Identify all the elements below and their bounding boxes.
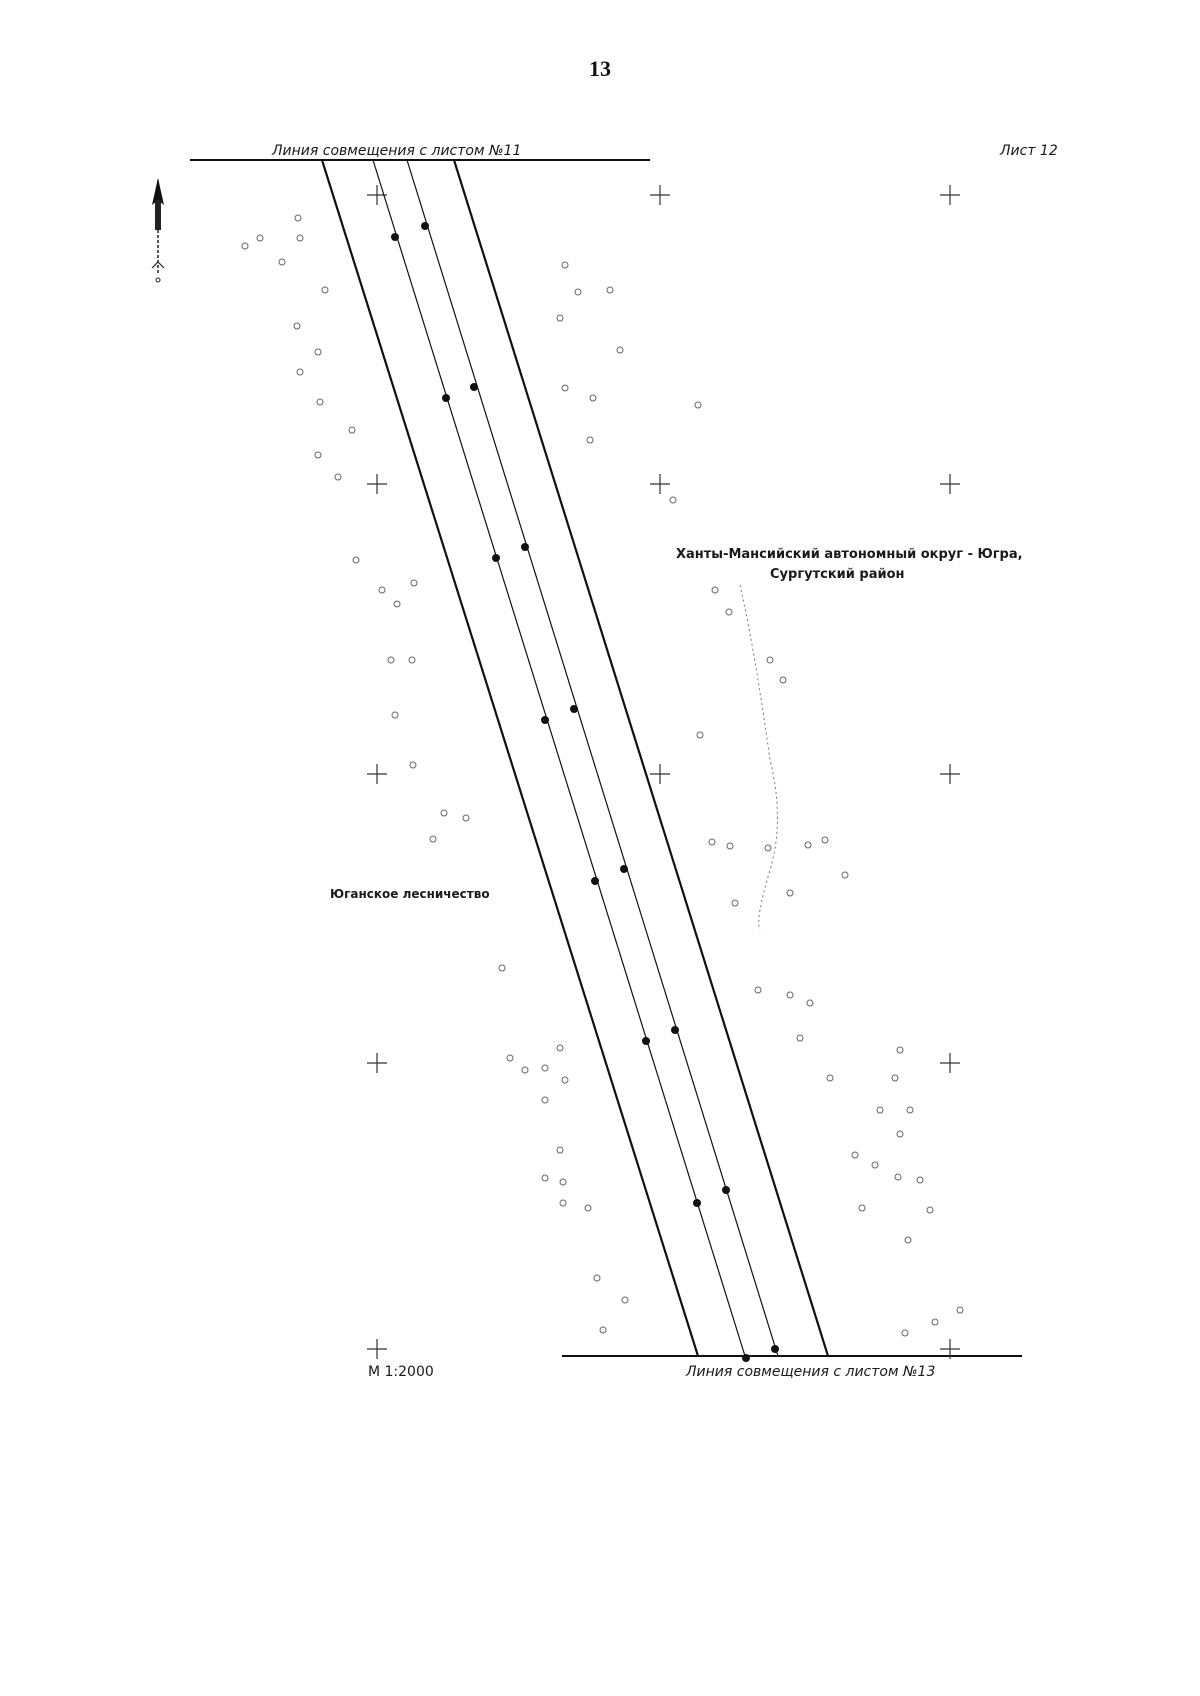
boundary-point-icon <box>742 1354 750 1362</box>
vegetation-symbol-icon <box>392 712 398 718</box>
vegetation-symbol-icon <box>827 1075 833 1081</box>
vegetation-symbol-icon <box>297 235 303 241</box>
boundary-point-icon <box>442 394 450 402</box>
grid-cross-icons <box>367 185 960 1359</box>
vegetation-symbol-icon <box>562 262 568 268</box>
grid-cross-icon <box>367 1053 387 1073</box>
vegetation-symbol-icon <box>587 437 593 443</box>
vegetation-symbol-icon <box>242 243 248 249</box>
region-label-line2: Сургутский район <box>770 567 905 582</box>
vegetation-symbol-icon <box>932 1319 938 1325</box>
vegetation-symbol-icon <box>617 347 623 353</box>
vegetation-symbol-icon <box>670 497 676 503</box>
vegetation-symbol-icon <box>755 987 761 993</box>
vegetation-symbol-icon <box>902 1330 908 1336</box>
region-label-line1: Ханты-Мансийский автономный округ - Югра, <box>676 547 1023 562</box>
top-match-line-label: Линия совмещения с листом №11 <box>272 143 522 159</box>
boundary-point-icon <box>693 1199 701 1207</box>
vegetation-symbol-icon <box>822 837 828 843</box>
boundary-point-icon <box>620 865 628 873</box>
sheet-label: Лист 12 <box>1000 143 1058 159</box>
boundary-point-icon <box>391 233 399 241</box>
vegetation-symbol-icon <box>957 1307 963 1313</box>
vegetation-symbol-icon <box>895 1174 901 1180</box>
vegetation-symbol-icon <box>585 1205 591 1211</box>
vegetation-symbol-icon <box>697 732 703 738</box>
vegetation-symbol-icon <box>507 1055 513 1061</box>
corridor-lines <box>322 160 828 1356</box>
vegetation-symbol-icon <box>557 315 563 321</box>
vegetation-symbol-icon <box>807 1000 813 1006</box>
forestry-label: Юганское лесничество <box>330 887 490 901</box>
vegetation-symbol-icon <box>897 1131 903 1137</box>
vegetation-symbol-icon <box>712 587 718 593</box>
boundary-point-icon <box>671 1026 679 1034</box>
vegetation-symbol-icon <box>797 1035 803 1041</box>
north-arrow-icon <box>152 178 164 282</box>
vegetation-symbol-icon <box>409 657 415 663</box>
vegetation-symbol-icon <box>499 965 505 971</box>
vegetation-symbol-icon <box>787 992 793 998</box>
vegetation-symbol-icon <box>590 395 596 401</box>
boundary-point-icon <box>492 554 500 562</box>
vegetation-symbol-icon <box>353 557 359 563</box>
page-number: 13 <box>589 56 611 81</box>
vegetation-symbol-icon <box>430 836 436 842</box>
vegetation-symbol-icon <box>315 349 321 355</box>
grid-cross-icon <box>367 474 387 494</box>
vegetation-symbol-icon <box>297 369 303 375</box>
vegetation-symbol-icon <box>349 427 355 433</box>
vegetation-symbol-icon <box>852 1152 858 1158</box>
vegetation-symbols <box>242 215 963 1336</box>
vegetation-symbol-icon <box>892 1075 898 1081</box>
vegetation-symbol-icon <box>732 900 738 906</box>
vegetation-symbol-icon <box>379 587 385 593</box>
grid-cross-icon <box>367 1339 387 1359</box>
grid-cross-icon <box>940 1053 960 1073</box>
grid-cross-icon <box>940 474 960 494</box>
vegetation-symbol-icon <box>522 1067 528 1073</box>
grid-cross-icon <box>940 185 960 205</box>
boundary-point-icon <box>771 1345 779 1353</box>
vegetation-symbol-icon <box>780 677 786 683</box>
vegetation-symbol-icon <box>787 890 793 896</box>
vegetation-symbol-icon <box>859 1205 865 1211</box>
vegetation-symbol-icon <box>463 815 469 821</box>
vegetation-symbol-icon <box>607 287 613 293</box>
vegetation-symbol-icon <box>295 215 301 221</box>
vegetation-symbol-icon <box>877 1107 883 1113</box>
boundary-point-icon <box>642 1037 650 1045</box>
vegetation-symbol-icon <box>765 845 771 851</box>
vegetation-symbol-icon <box>257 235 263 241</box>
vegetation-symbol-icon <box>294 323 300 329</box>
vegetation-symbol-icon <box>388 657 394 663</box>
vegetation-symbol-icon <box>441 810 447 816</box>
boundary-point-icon <box>541 716 549 724</box>
vegetation-symbol-icon <box>394 601 400 607</box>
vegetation-symbol-icon <box>562 385 568 391</box>
vegetation-symbol-icon <box>600 1327 606 1333</box>
vegetation-symbol-icon <box>542 1175 548 1181</box>
vegetation-symbol-icon <box>560 1179 566 1185</box>
vegetation-symbol-icon <box>594 1275 600 1281</box>
boundary-point-icon <box>521 543 529 551</box>
vegetation-symbol-icon <box>767 657 773 663</box>
vegetation-symbol-icon <box>927 1207 933 1213</box>
vegetation-symbol-icon <box>897 1047 903 1053</box>
vegetation-symbol-icon <box>335 474 341 480</box>
grid-cross-icon <box>367 764 387 784</box>
vegetation-symbol-icon <box>557 1147 563 1153</box>
vegetation-symbol-icon <box>622 1297 628 1303</box>
vegetation-symbol-icon <box>411 580 417 586</box>
vegetation-symbol-icon <box>557 1045 563 1051</box>
vegetation-symbol-icon <box>560 1200 566 1206</box>
vegetation-symbol-icon <box>842 872 848 878</box>
vegetation-symbol-icon <box>727 843 733 849</box>
vegetation-symbol-icon <box>905 1237 911 1243</box>
vegetation-symbol-icon <box>575 289 581 295</box>
boundary-point-icon <box>470 383 478 391</box>
corridor-inner-left <box>373 160 745 1356</box>
boundary-point-icon <box>570 705 578 713</box>
boundary-point-icon <box>722 1186 730 1194</box>
vegetation-symbol-icon <box>322 287 328 293</box>
stream-line <box>740 585 778 930</box>
vegetation-symbol-icon <box>907 1107 913 1113</box>
boundary-point-icon <box>591 877 599 885</box>
vegetation-symbol-icon <box>726 609 732 615</box>
vegetation-symbol-icon <box>917 1177 923 1183</box>
boundary-points <box>391 222 779 1362</box>
corridor-inner-right <box>407 160 778 1356</box>
bottom-match-line-label: Линия совмещения с листом №13 <box>686 1364 936 1380</box>
grid-cross-icon <box>650 764 670 784</box>
vegetation-symbol-icon <box>709 839 715 845</box>
vegetation-symbol-icon <box>315 452 321 458</box>
scale-label: М 1:2000 <box>368 1364 434 1380</box>
vegetation-symbol-icon <box>542 1097 548 1103</box>
vegetation-symbol-icon <box>542 1065 548 1071</box>
grid-cross-icon <box>650 185 670 205</box>
boundary-point-icon <box>421 222 429 230</box>
vegetation-symbol-icon <box>317 399 323 405</box>
grid-cross-icon <box>650 474 670 494</box>
grid-cross-icon <box>940 764 960 784</box>
vegetation-symbol-icon <box>695 402 701 408</box>
vegetation-symbol-icon <box>872 1162 878 1168</box>
vegetation-symbol-icon <box>805 842 811 848</box>
vegetation-symbol-icon <box>562 1077 568 1083</box>
vegetation-symbol-icon <box>279 259 285 265</box>
vegetation-symbol-icon <box>410 762 416 768</box>
